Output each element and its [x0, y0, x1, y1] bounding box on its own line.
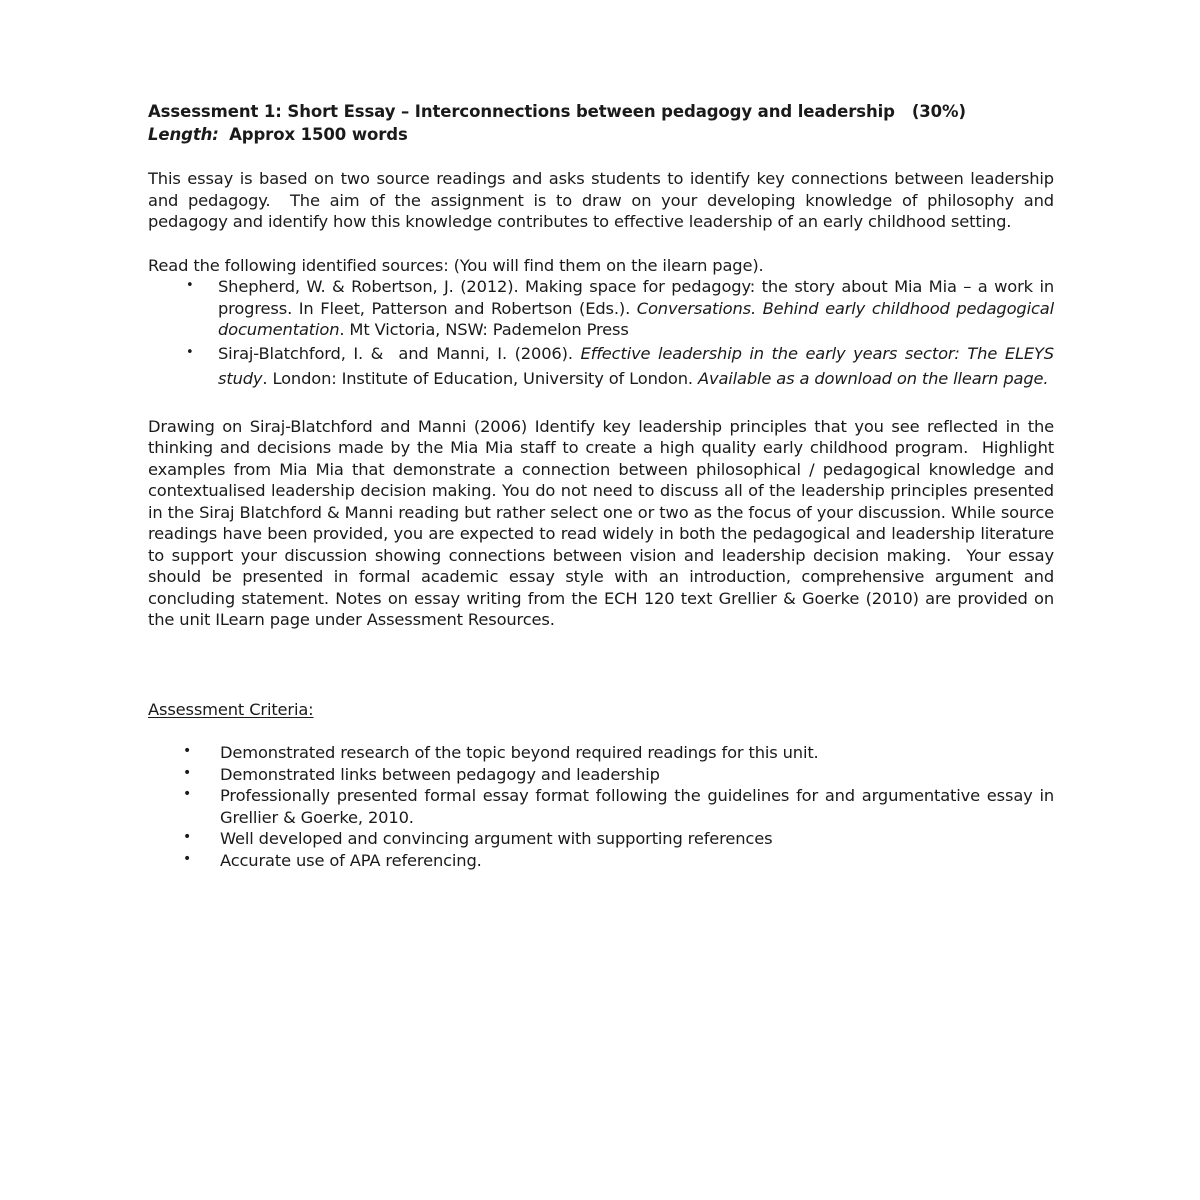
- assessment-title-line: [148, 100, 1054, 123]
- reference-text-part-2: . Mt Victoria, NSW: Pademelon Press: [339, 320, 629, 339]
- bullet-icon: •: [183, 764, 192, 781]
- list-item: [148, 828, 1054, 850]
- criteria-text: Demonstrated research of the topic beyond required readings for this unit.: [220, 743, 819, 762]
- list-item: [148, 850, 1054, 872]
- bullet-icon: •: [183, 786, 192, 802]
- main-instructions-paragraph: Drawing on Siraj-Blatchford and Manni (2006) Identify key leadership principles that you see reflected in the thinking and decisions made by the Mia Mia staff to create a high quality early childhood program. Highlight examples from Mia Mia that demonstrate a connection between philosophical / pedagogical knowledge and contextualised leadership decision making. You do not need to discuss all of the leadership principles presented in the Siraj Blatchford & Manni reading but rather select one or two as the focus of your discussion. While source readings have been provided, you are expected to read widely in both the pedagogical and leadership literature to support your discussion showing connections between vision and leadership decision making. Your essay should be presented in formal academic essay style with an introduction, comprehensive argument and concluding statement. Notes on essay writing from the ECH 120 text Grellier & Goerke (2010) are provided on the unit ILearn page under Assessment Resources.: [148, 416, 1060, 629]
- assessment-criteria-list: [148, 742, 1060, 871]
- reference-title-italic: Conversations. Behind early childhood pedagogical documentation: [218, 298, 1060, 339]
- reference-text-part-1: Shepherd, W. & Robertson, J. (2012). Making space for pedagogy: the story about Mia Mia – a work in progress. In Fleet, Patterson and Robertson (Eds.).: [218, 277, 1060, 318]
- bullet-icon: •: [186, 278, 194, 293]
- bullet-icon: •: [186, 344, 194, 360]
- list-item: [148, 742, 1054, 764]
- list-item: [148, 764, 1054, 786]
- bullet-icon: •: [183, 743, 192, 759]
- reference-title-italic: Effective leadership in the early years sector: The ELEYS study: [218, 343, 1060, 388]
- criteria-text: Well developed and convincing argument with supporting references: [220, 829, 773, 848]
- list-item: [148, 341, 1060, 392]
- bullet-icon: •: [183, 829, 192, 845]
- document-body: [148, 100, 1060, 871]
- length-spacer: [219, 125, 229, 144]
- intro-paragraph: This essay is based on two source readings and asks students to identify key connections between leadership and pedagogy. The aim of the assignment is to draw on your developing knowledge of philosophy and pedagogy and identify how this knowledge contributes to effective leadership of an early childhood setting.: [148, 169, 1060, 231]
- reference-text-part-1: Siraj-Blatchford, I. & and Manni, I. (2006).: [218, 343, 581, 363]
- assessment-weight: (30%): [911, 102, 966, 121]
- bullet-icon: •: [183, 850, 192, 867]
- source-readings-list: [148, 276, 1060, 392]
- reference-availability-italic: Available as a download on the llearn page.: [697, 369, 1049, 388]
- criteria-text: Professionally presented formal essay format following the guidelines for and argumentative essay in Grellier & Goerke, 2010.: [220, 786, 1060, 827]
- list-item: [148, 276, 1060, 341]
- sources-lead-in: Read the following identified sources: (You will find them on the ilearn page).: [148, 255, 764, 275]
- criteria-text: Demonstrated links between pedagogy and leadership: [220, 764, 660, 784]
- assessment-title: Assessment 1: Short Essay – Interconnections between pedagogy and leadership: [148, 102, 895, 121]
- length-label: Length:: [148, 125, 219, 144]
- length-value: Approx 1500 words: [229, 125, 408, 144]
- list-item: [148, 785, 1060, 828]
- criteria-heading: Assessment Criteria:: [148, 699, 314, 719]
- assessment-weight-spacer: [895, 102, 912, 121]
- assessment-length-line: [148, 123, 1054, 146]
- reference-text-part-2: . London: Institute of Education, University of London.: [262, 369, 698, 388]
- criteria-text: Accurate use of APA referencing.: [220, 850, 482, 870]
